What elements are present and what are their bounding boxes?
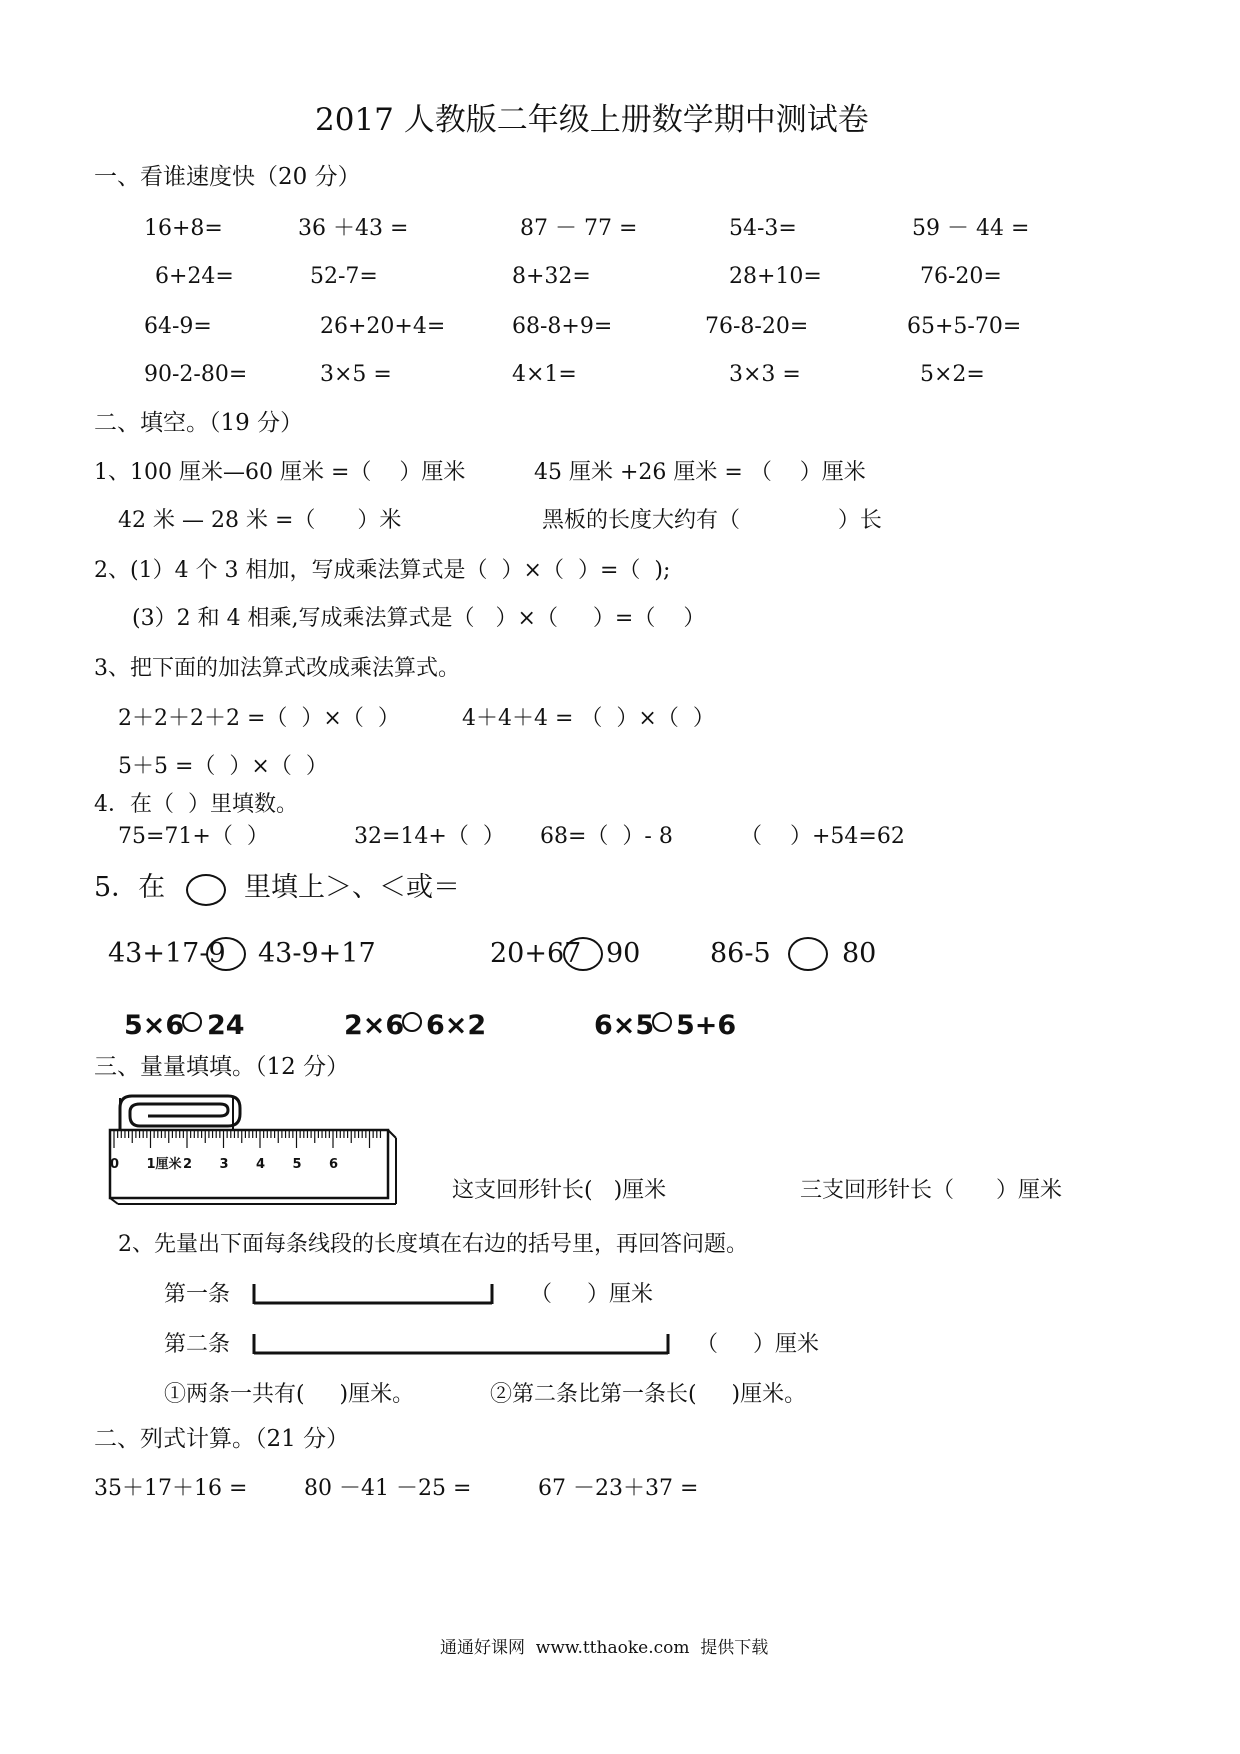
measure-instruction: 2、先量出下面每条线段的长度填在右边的括号里，再回答问题。 — [118, 1232, 748, 1257]
s1-problem: 65+5-70= — [907, 314, 1022, 339]
compare-circle-icon[interactable] — [563, 937, 603, 971]
s1-problem: 16+8= — [144, 216, 223, 241]
q4-item: 32=14+（ ） — [354, 824, 505, 849]
calc-item: 35＋17＋16 = — [94, 1476, 248, 1501]
fill-blank-q2a: 2、(1）4 个 3 相加，写成乘法算式是（ ）×（ ）=（ ); — [94, 558, 671, 583]
s1-problem: 3×3 = — [729, 362, 801, 387]
compare-left: 5×6 — [124, 1010, 185, 1041]
fill-blank-q1c: 42 米 — 28 米 =（ ）米 — [118, 508, 402, 533]
s1-problem: 90-2-80= — [144, 362, 248, 387]
ruler-label: 0 — [110, 1157, 120, 1172]
q4-item: （ ）+54=62 — [740, 824, 905, 849]
compare-circle-icon — [186, 874, 226, 906]
fill-blank-q2b: (3）2 和 4 相乘,写成乘法算式是（ ）×（ ）=（ ） — [132, 606, 706, 631]
footer-credit: 通通好课网 www.tthaoke.com 提供下载 — [440, 1638, 769, 1658]
s1-problem: 3×5 = — [320, 362, 392, 387]
section-4-heading: 二、列式计算。（21 分） — [94, 1426, 350, 1452]
s1-problem: 52-7= — [310, 264, 378, 289]
fill-blank-q1b: 45 厘米 +26 厘米 = （ ）厘米 — [534, 460, 866, 485]
page-title: 2017 人教版二年级上册数学期中测试卷 — [315, 102, 869, 138]
s1-problem: 8+32= — [512, 264, 591, 289]
compare-right: 90 — [606, 938, 641, 969]
calc-item: 80 －41 －25 = — [304, 1476, 472, 1501]
s1-problem: 4×1= — [512, 362, 577, 387]
ruler-label: 6 — [329, 1157, 339, 1172]
s1-problem: 28+10= — [729, 264, 822, 289]
compare-right: 80 — [842, 938, 877, 969]
q4-item: 68=（ ）- 8 — [540, 824, 673, 849]
measure-question-a: ①两条一共有( )厘米。 — [164, 1382, 415, 1407]
s1-problem: 36 ＋43 = — [298, 216, 409, 241]
section-2-heading: 二、填空。（19 分） — [94, 410, 304, 436]
compare-left: 86-5 — [710, 938, 771, 969]
segment-1-label: 第一条 — [164, 1282, 231, 1307]
fill-blank-q3a: 2＋2＋2＋2 =（ ）×（ ） — [118, 706, 400, 731]
s1-problem: 5×2= — [920, 362, 985, 387]
paperclip-length-question: 这支回形针长( )厘米 — [452, 1178, 667, 1203]
compare-left: 2×6 — [344, 1010, 405, 1041]
compare-circle-icon[interactable] — [652, 1012, 672, 1032]
line-segment-2 — [250, 1332, 675, 1358]
ruler-label: 5 — [292, 1157, 302, 1172]
s1-problem: 76-8-20= — [705, 314, 809, 339]
s1-problem: 76-20= — [920, 264, 1002, 289]
compare-circle-icon[interactable] — [182, 1012, 202, 1032]
compare-circle-icon[interactable] — [206, 937, 246, 971]
segment-2-label: 第二条 — [164, 1332, 231, 1357]
s1-problem: 54-3= — [729, 216, 797, 241]
ruler-label: 1厘米 — [146, 1157, 182, 1172]
compare-circle-icon[interactable] — [788, 937, 828, 971]
segment-2-blank: （ ）厘米 — [696, 1332, 819, 1357]
measure-question-b: ②第二条比第一条长( )厘米。 — [490, 1382, 807, 1407]
compare-right: 5+6 — [676, 1010, 737, 1041]
s1-problem: 87 － 77 = — [520, 216, 638, 241]
fill-blank-q1d: 黑板的长度大约有（ ）长 — [542, 508, 882, 533]
compare-right: 6×2 — [426, 1010, 487, 1041]
three-paperclips-question: 三支回形针长（ ）厘米 — [800, 1178, 1062, 1203]
compare-left: 6×5 — [594, 1010, 655, 1041]
compare-left: 43+17-9 — [108, 938, 226, 969]
fill-blank-q3: 3、把下面的加法算式改成乘法算式。 — [94, 656, 460, 681]
section-1-heading: 一、看谁速度快（20 分） — [94, 164, 361, 190]
q5-label-after: 里填上＞、＜或＝ — [244, 872, 460, 903]
segment-1-blank: （ ）厘米 — [530, 1282, 653, 1307]
fill-blank-q3b: 4＋4＋4 = （ ）×（ ） — [462, 706, 715, 731]
section-3-heading: 三、量量填填。（12 分） — [94, 1054, 350, 1080]
line-segment-1 — [250, 1282, 500, 1308]
compare-right: 43-9+17 — [258, 938, 376, 969]
s1-problem: 59 － 44 = — [912, 216, 1030, 241]
ruler-with-paperclip-icon — [100, 1090, 400, 1205]
compare-left: 20+67 — [490, 938, 582, 969]
ruler-label: 2 — [183, 1157, 193, 1172]
s1-problem: 6+24= — [155, 264, 234, 289]
ruler-label: 3 — [219, 1157, 229, 1172]
ruler-label: 4 — [256, 1157, 266, 1172]
s1-problem: 64-9= — [144, 314, 212, 339]
q5-label-before: 5．在 — [94, 872, 166, 903]
s1-problem: 68-8+9= — [512, 314, 613, 339]
q4-item: 75=71+（ ） — [118, 824, 269, 849]
fill-blank-q1a: 1、100 厘米—60 厘米 =（ ）厘米 — [94, 460, 466, 485]
compare-circle-icon[interactable] — [402, 1012, 422, 1032]
s1-problem: 26+20+4= — [320, 314, 446, 339]
compare-right: 24 — [207, 1010, 245, 1041]
fill-blank-q3c: 5＋5 =（ ）×（ ） — [118, 754, 328, 779]
calc-item: 67 －23＋37 = — [538, 1476, 699, 1501]
fill-blank-q4: 4．在（ ）里填数。 — [94, 792, 298, 817]
